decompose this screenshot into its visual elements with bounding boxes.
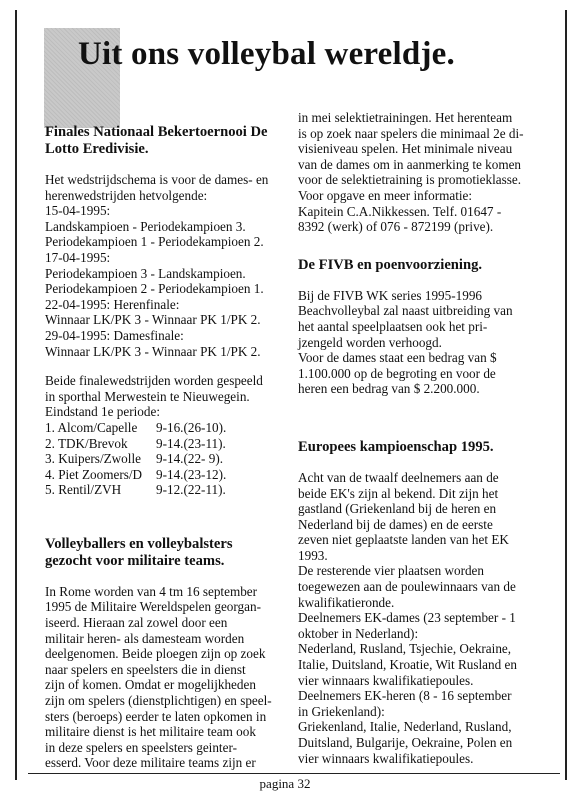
heading-line: Volleyballers en volleybalsters [45, 535, 233, 552]
text-line: Kapitein C.A.Nikkessen. Telf. 01647 - [298, 203, 502, 219]
text-line: Duitsland, Bulgarije, Oekraine, Polen en [298, 735, 513, 750]
text-line: is op zoek naar spelers die minimaal 2e di- [298, 125, 524, 141]
text-line: Landskampioen - Periodekampioen 3. [45, 218, 246, 234]
text-line: het aantal speelplaatsen ook het pri- [298, 318, 488, 334]
text-line: Deelnemers EK-heren (8 - 16 september [298, 688, 512, 704]
text-line: herenwedstrijden hetvolgende: [45, 187, 208, 203]
ek-paragraph [298, 470, 538, 766]
text-line: vier winnaars kwalifikatiepoules. [298, 672, 474, 688]
text-line: iseerd. Hieraan zal zowel door een [45, 615, 228, 631]
text-line: Deelnemers EK-dames (23 september - 1 [298, 610, 516, 626]
military-continued-paragraph [298, 110, 538, 235]
text-line: voor de selektietraining is promotieklasse. [298, 172, 522, 188]
standings-team: 5. Rentil/ZVH [45, 482, 122, 498]
text-line: 1995 de Militaire Wereldspelen georgan- [45, 599, 261, 615]
heading-militaire-teams [45, 536, 285, 570]
text-line: in sporthal Merwestein te Nieuwegein. [45, 388, 250, 404]
heading-line: Finales Nationaal Bekertoernooi De [45, 124, 268, 140]
text-line: 15-04-1995: [45, 203, 111, 219]
text-line: 1.100.000 op de begroting en voor de [298, 365, 496, 381]
right-column [298, 110, 538, 780]
standings-score: 9-14.(23-12). [156, 466, 227, 482]
text-line: In Rome worden van 4 tm 16 september [45, 583, 258, 599]
text-line: militaire dienst is het militaire team ook [45, 724, 256, 740]
text-line: deelgenomen. Beide ploegen zijn op zoek [45, 646, 266, 662]
standings-row [45, 482, 285, 498]
text-line: Winnaar LK/PK 3 - Winnaar PK 1/PK 2. [45, 343, 261, 359]
heading-line: Lotto Eredivisie. [45, 141, 149, 157]
text-line: esserd. Voor deze militaire teams zijn er [45, 755, 256, 771]
text-line: Periodekampioen 3 - Landskampioen. [45, 265, 246, 281]
text-line: Nederland bij de dames) en de eerste [298, 516, 493, 532]
left-border-rule [15, 10, 17, 780]
text-line: toegewezen aan de poulewinnaars van de [298, 579, 516, 595]
text-line: 8392 (werk) of 076 - 872199 (prive). [298, 219, 494, 235]
text-line: Griekenland, Italie, Nederland, Rusland, [298, 719, 512, 735]
text-line: Winnaar LK/PK 3 - Winnaar PK 1/PK 2. [45, 312, 261, 328]
text-line: jzengeld worden verhoogd. [298, 334, 442, 350]
text-line: Eindstand 1e periode: [45, 404, 160, 420]
standings-score: 9-12.(22-11). [156, 482, 226, 498]
schedule-paragraph [45, 172, 285, 359]
text-line: in mei selektietrainingen. Het herenteam [298, 110, 513, 125]
text-line: Periodekampioen 1 - Periodekampioen 2. [45, 234, 264, 250]
text-line: militair heren- als damesteam worden [45, 630, 245, 646]
text-line: sters (beroeps) eerder te laten opkomen in [45, 708, 267, 724]
standings-score: 9-14.(23-11). [156, 435, 226, 451]
text-line: naar spelers en speelsters die in dienst [45, 661, 246, 677]
heading-europees-kampioenschap [298, 439, 538, 456]
text-line: zijn of komen. Omdat er mogelijkheden [45, 677, 256, 693]
text-line: Periodekampioen 2 - Periodekampioen 1. [45, 281, 264, 297]
text-line: Voor de dames staat een bedrag van $ [298, 350, 497, 366]
text-line: 22-04-1995: Herenfinale: [45, 296, 180, 312]
standings-list [45, 420, 285, 498]
fivb-paragraph [298, 288, 538, 397]
text-line: De resterende vier plaatsen worden [298, 563, 485, 579]
heading-bekertoernooi [45, 124, 285, 158]
text-line: in Griekenland): [298, 703, 385, 719]
text-line: van de dames om in aanmerking te komen [298, 156, 522, 172]
text-line: zeven niet geplaatste landen van het EK [298, 532, 509, 548]
standings-score: 9-16.(26-10). [156, 419, 227, 435]
text-line: gastland (Griekenland bij de heren en [298, 501, 497, 517]
standings-team: 4. Piet Zoomers/D [45, 466, 143, 482]
text-line: Beide finalewedstrijden worden gespeeld [45, 373, 263, 389]
text-line: visieniveau spelen. Het minimale niveau [298, 141, 513, 157]
text-line: Beachvolleybal zal naast uitbreiding van [298, 303, 513, 319]
text-line: in deze spelers en speelsters geinter- [45, 739, 237, 755]
finals-paragraph [45, 373, 285, 420]
left-column [45, 124, 285, 785]
text-line: 29-04-1995: Damesfinale: [45, 327, 184, 343]
heading-fivb [298, 257, 538, 274]
standings-team: 3. Kuipers/Zwolle [45, 451, 141, 467]
text-line: Voor opgave en meer informatie: [298, 187, 473, 203]
standings-row [45, 436, 285, 452]
text-line: heren een bedrag van $ 2.200.000. [298, 381, 480, 397]
text-line: Italie, Duitsland, Kroatie, Wit Rusland en [298, 657, 517, 673]
page-number: pagina 32 [259, 776, 311, 791]
heading-line: gezocht voor militaire teams. [45, 552, 225, 569]
text-line: Het wedstrijdschema is voor de dames- en [45, 172, 269, 187]
footer-rule [28, 773, 560, 774]
standings-team: 2. TDK/Brevok [45, 435, 128, 451]
text-line: beide EK's zijn al bekend. Dit zijn het [298, 485, 499, 501]
text-line: Acht van de twaalf deelnemers aan de [298, 469, 499, 485]
text-line: kwalifikatieronde. [298, 594, 395, 610]
standings-team: 1. Alcom/Capelle [45, 419, 138, 435]
text-line: 17-04-1995: [45, 249, 111, 265]
text-line: 1993. [298, 547, 328, 563]
standings-row [45, 467, 285, 483]
text-line: Bij de FIVB WK series 1995-1996 [298, 287, 483, 303]
text-line: zijn om spelers (dienstplichtigen) en speel- [45, 693, 272, 709]
military-paragraph [45, 584, 285, 771]
text-line: vier winnaars kwalifikatiepoules. [298, 750, 474, 766]
standings-row [45, 451, 285, 467]
right-border-rule [565, 10, 567, 780]
text-line: Nederland, Rusland, Tsjechie, Oekraine, [298, 641, 512, 657]
standings-score: 9-14.(22- 9). [156, 451, 224, 467]
heading-line: Europees kampioenschap 1995. [298, 438, 494, 455]
heading-line: De FIVB en poenvoorziening. [298, 256, 483, 273]
page-title: Uit ons volleybal wereldje. [78, 36, 455, 72]
text-line: oktober in Nederland): [298, 625, 419, 641]
standings-row [45, 420, 285, 436]
